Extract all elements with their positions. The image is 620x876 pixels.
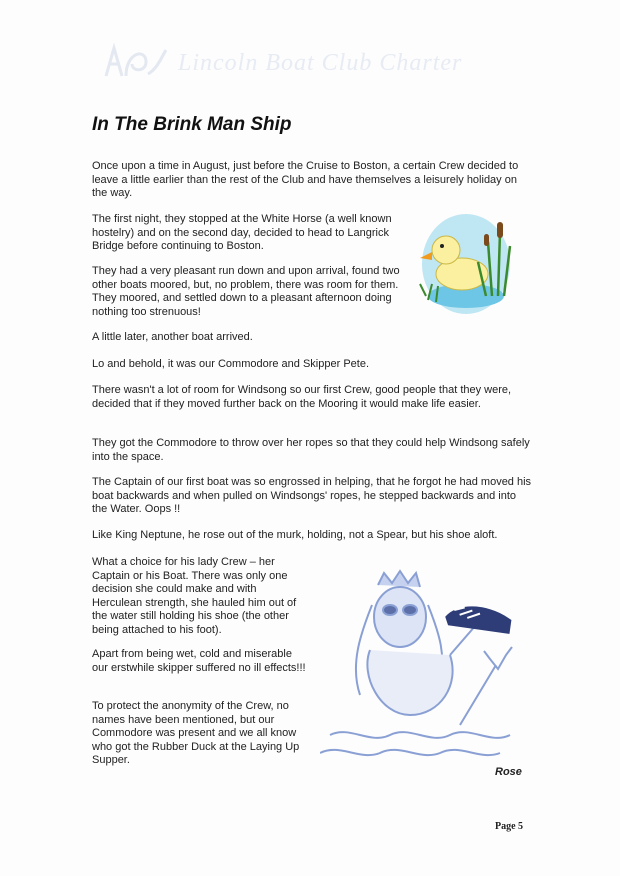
face xyxy=(374,587,426,647)
paragraph: The first night, they stopped at the White Horse (a well known hostelry) and on the second day, decided to head to Langrick Bridge before continuing to Boston. xyxy=(92,213,392,253)
crown xyxy=(378,571,420,587)
author-signature: Rose xyxy=(495,766,522,778)
duck-head xyxy=(432,236,460,264)
page-number: Page 5 xyxy=(495,821,524,832)
header-title: Lincoln Boat Club Charter xyxy=(178,50,463,76)
paragraph: Once upon a time in August, just before the Cruise to Boston, a certain Crew decided to leave a little earlier than the rest of the Club and have themselves a leisurely holiday on the way. xyxy=(92,160,519,200)
article-title: In The Brink Man Ship xyxy=(92,114,292,135)
paragraph: Lo and behold, it was our Commodore and Skipper Pete. xyxy=(92,358,369,370)
paragraph: They had a very pleasant run down and upon arrival, found two other boats moored, but, no problem, there was room for them. They moored, and settled down to a pleasant afternoon doing nothing too strenuous! xyxy=(92,265,400,318)
arm xyxy=(450,625,476,655)
body xyxy=(367,650,452,715)
paragraph: There wasn't a lot of room for Windsong so our first Crew, good people that they were, decided that if they moved further back on the Mooring it would make life easier. xyxy=(92,384,512,410)
header xyxy=(100,42,510,82)
waves xyxy=(330,732,510,738)
paragraph: Like King Neptune, he rose out of the murk, holding, not a Spear, but his shoe aloft. xyxy=(92,529,498,541)
paragraph: What a choice for his lady Crew – her Captain or his Boat. There was only one decision she could make and with Herculean strength, she hauled him out of the water still holding his shoe (the other being attached to his foot). xyxy=(92,556,297,636)
king-neptune-illustration xyxy=(320,565,520,765)
paragraph: To protect the anonymity of the Crew, no names have been mentioned, but our Commodore was present and we all know who got the Rubber Duck at the Laying Up Supper. xyxy=(92,700,300,767)
club-logo-icon xyxy=(100,42,170,82)
duck-eye xyxy=(440,244,444,248)
bulrush-head xyxy=(497,222,503,238)
paragraph: They got the Commodore to throw over her ropes so that they could help Windsong safely into the space. xyxy=(92,437,530,463)
paragraph: Apart from being wet, cold and miserable our erstwhile skipper suffered no ill effects!!! xyxy=(92,648,306,674)
shoe xyxy=(444,602,512,634)
paragraph: A little later, another boat arrived. xyxy=(92,331,253,343)
bulrush-head xyxy=(484,234,489,246)
sunglasses xyxy=(383,605,397,615)
rubber-duck-illustration xyxy=(418,212,518,317)
trident xyxy=(460,647,512,725)
paragraph: The Captain of our first boat was so engrossed in helping, that he forgot he had moved his boat backwards and when pulled on Windsongs' ropes, he stepped backwards and into the Water. Oops !! xyxy=(92,476,532,516)
